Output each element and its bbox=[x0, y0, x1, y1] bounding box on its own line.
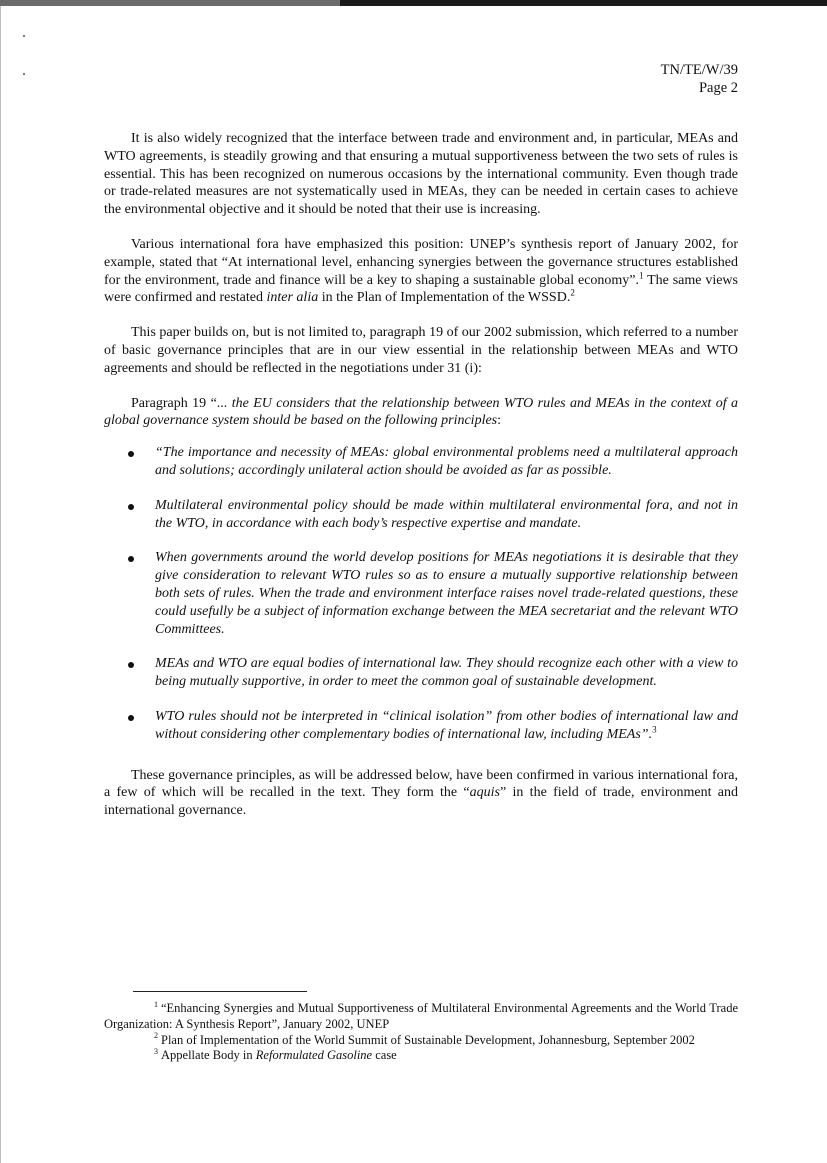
list-item bbox=[104, 444, 738, 480]
paragraph-fora-part-b: The same views were confirmed and restated bbox=[104, 272, 738, 306]
footnote-3 bbox=[104, 1048, 738, 1064]
bullet-text: “The importance and necessity of MEAs: global environmental problems need a multilateral approach and solutions; accordingly unilateral action should be avoided as far as possible. bbox=[155, 445, 738, 478]
bullet-text: Multilateral environmental policy should be made within multilateral environmental fora, and not in the WTO, in accordance with each body’s respective expertise and mandate. bbox=[155, 497, 738, 531]
footnote-number: 1 bbox=[154, 999, 158, 1009]
paragraph-19-tail: : bbox=[497, 413, 502, 429]
footnote-separator bbox=[133, 991, 307, 992]
footnote-number: 3 bbox=[154, 1047, 158, 1057]
paragraph-governance-part-a: These governance principles, as will be addressed below, have been confirmed in various international fora, a few of which will be recalled in the text. They form the “ bbox=[104, 767, 738, 801]
footnote-text: Plan of Implementation of the World Summit of Sustainable Development, Johannesburg, September 2002 bbox=[161, 1032, 695, 1047]
footnote-text-tail: case bbox=[372, 1048, 397, 1063]
scan-speck bbox=[23, 35, 25, 37]
footnote-ref-2: 2 bbox=[570, 287, 575, 298]
list-item bbox=[104, 655, 738, 691]
paragraph-governance-part-b: ” in the field of trade, environment and international governance. bbox=[104, 785, 738, 819]
document-body bbox=[104, 130, 738, 820]
bullet-icon bbox=[128, 662, 134, 668]
paragraph-fora-part-a: Various international fora have emphasized this position: UNEP’s synthesis report of January 2002, for example, stated that “At international level, enhancing synergies between the governance structures established for the environment, trade and finance will be a key to shaping a sustainable global economy”. bbox=[104, 236, 738, 288]
footnote-ref-1: 1 bbox=[639, 269, 644, 280]
paragraph-19-intro bbox=[104, 395, 738, 431]
footnote-text: Appellate Body in bbox=[161, 1048, 256, 1063]
top-scan-border-light bbox=[0, 0, 340, 6]
footnote-text: “Enhancing Synergies and Mutual Supportiveness of Multilateral Environmental Agreements and the World Trade Organization: A Synthesis Report”, January 2002, UNEP bbox=[104, 1001, 738, 1031]
paragraph-builds-on: This paper builds on, but is not limited to, paragraph 19 of our 2002 submission, which referred to a number of basic governance principles that are in our view essential in the relationship between MEAs and WTO agreements and should be reflected in the negotiations under 31 (i): bbox=[104, 325, 738, 376]
footnote-1 bbox=[104, 1001, 738, 1033]
scan-speck bbox=[23, 73, 25, 75]
paragraph-fora bbox=[104, 236, 738, 307]
bullet-icon bbox=[128, 504, 134, 510]
list-item bbox=[104, 549, 738, 638]
bullet-icon bbox=[128, 451, 134, 457]
bullet-text: When governments around the world develop positions for MEAs negotiations it is desirable that they give consideration to relevant WTO rules so as to ensure a mutually supportive relationship between both sets of rules. When the trade and environment interface raises novel trade-related questions, these could usefully be a subject of information exchange between the MEA secretariat and the relevant WTO Committees. bbox=[155, 550, 738, 637]
footnotes bbox=[104, 1001, 738, 1064]
document-header bbox=[661, 61, 738, 97]
paragraph-fora-part-c: in the Plan of Implementation of the WSSD. bbox=[318, 290, 571, 306]
paragraph-governance-italic: aquis bbox=[469, 785, 500, 801]
paragraph-fora-italic: inter alia bbox=[266, 290, 319, 306]
list-item bbox=[104, 497, 738, 533]
paragraph-19-lead: Paragraph 19 “... bbox=[131, 395, 232, 411]
list-item bbox=[104, 708, 738, 744]
page-number: Page 2 bbox=[698, 80, 738, 96]
bullet-icon bbox=[128, 556, 134, 562]
document-symbol: TN/TE/W/39 bbox=[660, 62, 738, 78]
principles-list bbox=[104, 444, 738, 743]
paragraph-governance bbox=[104, 767, 738, 820]
bullet-text: MEAs and WTO are equal bodies of international law. They should recognize each other with a view to being mutually supportive, in order to meet the common goal of sustainable development. bbox=[155, 656, 738, 690]
paragraph-19-italic: the EU considers that the relationship between WTO rules and MEAs in the context of a global governance system should be based on the following principles bbox=[104, 395, 739, 429]
footnote-italic: Reformulated Gasoline bbox=[255, 1048, 373, 1063]
footnote-2 bbox=[104, 1033, 738, 1049]
bullet-icon bbox=[128, 715, 134, 721]
left-scan-edge bbox=[0, 6, 1, 1163]
footnote-ref-3: 3 bbox=[652, 724, 657, 735]
footnote-number: 2 bbox=[154, 1031, 158, 1041]
paragraph-interface: It is also widely recognized that the interface between trade and environment and, in particular, MEAs and WTO agreements, is steadily growing and that ensuring a mutual supportiveness between the two sets of rules is essential. This has been recognized on numerous occasions by the international community. Even though trade or trade-related measures are not systematically used in MEAs, they can be needed in certain cases to achieve the environmental objective and it should be noted that their use is increasing. bbox=[104, 131, 738, 218]
bullet-text: WTO rules should not be interpreted in “clinical isolation” from other bodies of international law and without considering other complementary bodies of international law, including MEAs”. bbox=[155, 708, 738, 742]
